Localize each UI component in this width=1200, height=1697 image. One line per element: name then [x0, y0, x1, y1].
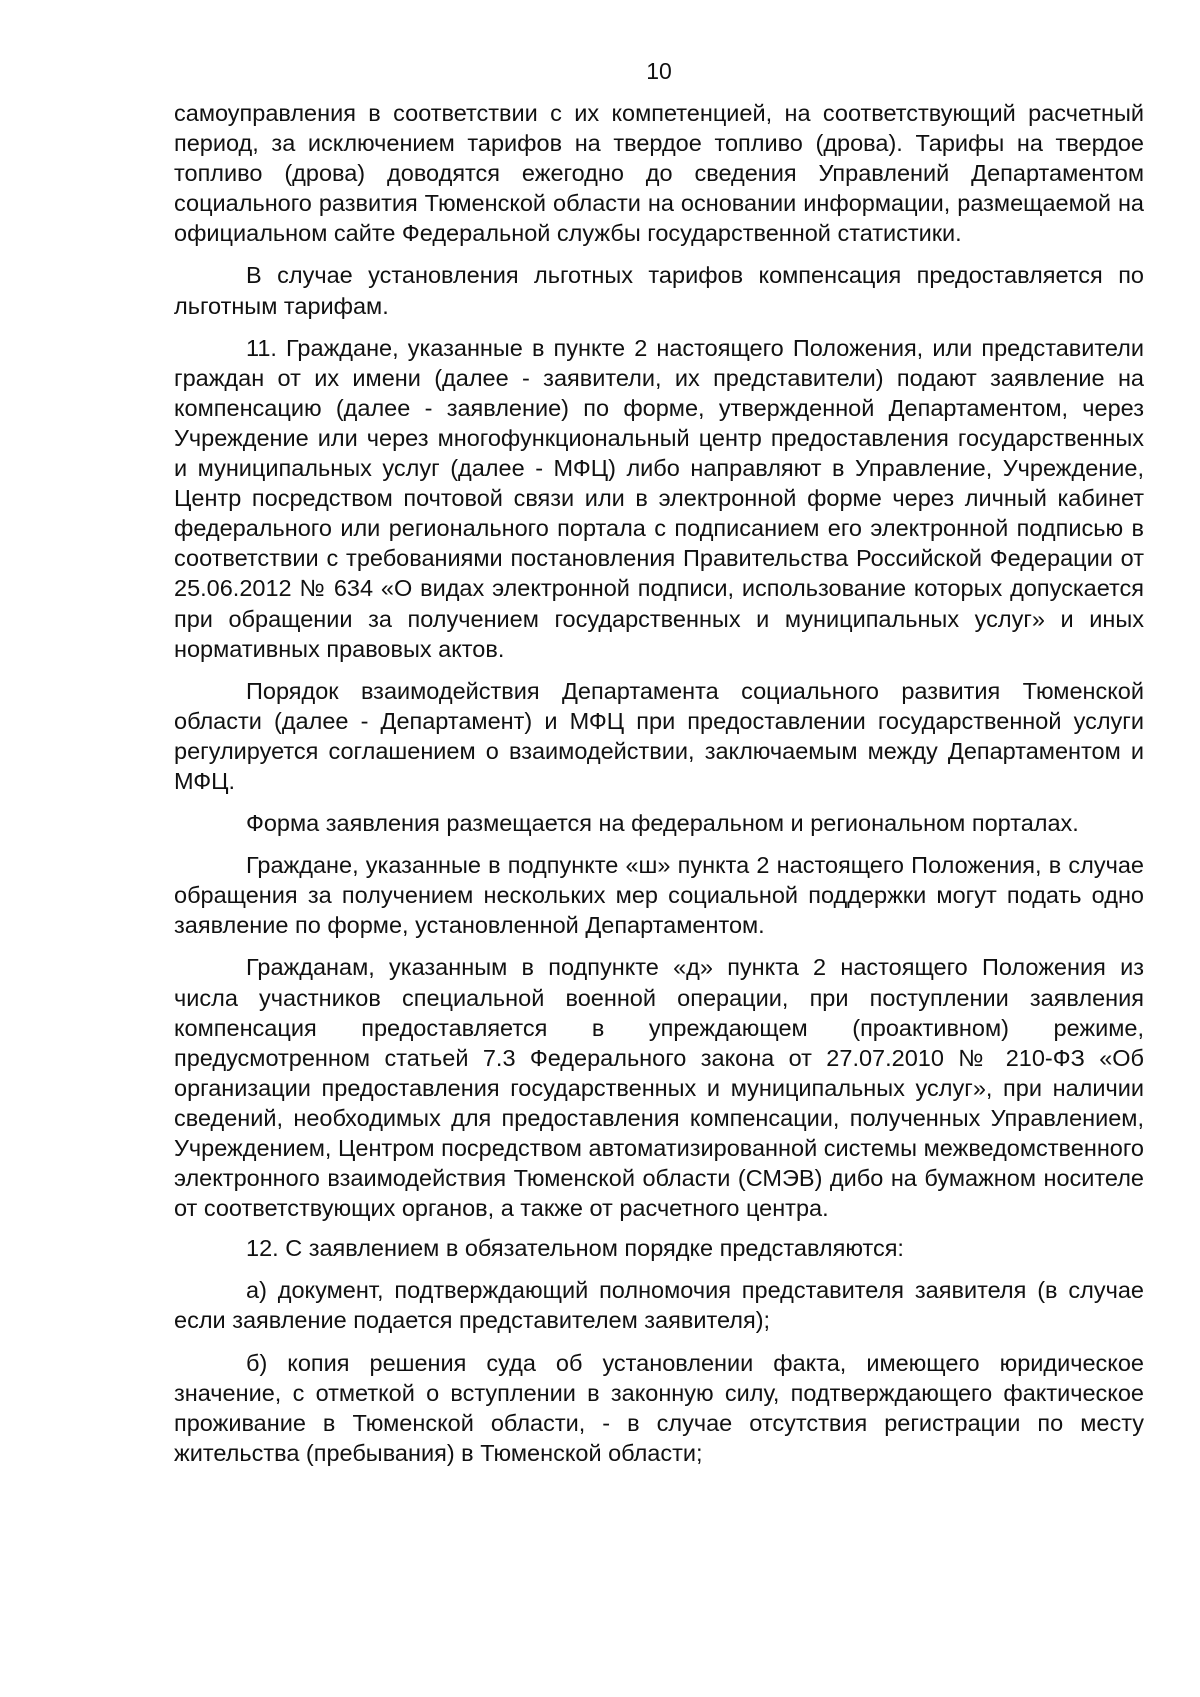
paragraph-10: б) копия решения суда об установлении факта, имеющего юридическое значение, с отметкой о вступлении в законную силу, подтверждающего фактическое проживание в Тюменской области, - в случае отсутствия регистрации по месту жительства (пребывания) в Тюменской области; — [174, 1349, 1144, 1466]
paragraph-3: 11. Граждане, указанные в пункте 2 настоящего Положения, или представители граждан от их имени (далее - заявители, их представители) подают заявление на компенсацию (далее - заявление) по форме, утвержденной Департаментом, через Учреждение или через многофункциональный центр предоставления государственных и муниципальных услуг (далее - МФЦ) либо направляют в Управление, Учреждение, Центр посредством почтовой связи или в электронной форме через личный кабинет федерального или регионального портала с подписанием его электронной подписью в соответствии с требованиями постановления Правительства Российской Федерации от 25.06.2012 № 634 «О видах электронной подписи, использование которых допускается при обращении за получением государственных и муниципальных услуг» и иных нормативных правовых актов. — [174, 334, 1144, 662]
document-page — [174, 56, 1144, 1468]
paragraph-5: Форма заявления размещается на федеральном и региональном порталах. — [246, 810, 1079, 837]
paragraph-8: 12. С заявлением в обязательном порядке представляются: — [246, 1235, 904, 1262]
paragraph-4: Порядок взаимодействия Департамента социального развития Тюменской области (далее - Департамент) и МФЦ при предоставлении государственной услуги регулируется соглашением о взаимодействии, заключаемым между Департаментом и МФЦ. — [174, 677, 1144, 794]
paragraph-2: В случае установления льготных тарифов компенсация предоставляется по льготным тарифам. — [174, 262, 1144, 319]
page-number: 10 — [646, 58, 672, 84]
paragraph-7: Гражданам, указанным в подпункте «д» пункта 2 настоящего Положения из числа участников специальной военной операции, при поступлении заявления компенсация предоставляется в упреждающем (проактивном) режиме, предусмотренном статьей 7.3 Федерального закона от 27.07.2010 № 210-ФЗ «Об организации предоставления государственных и муниципальных услуг», при наличии сведений, необходимых для предоставления компенсации, полученных Управлением, Учреждением, Центром посредством автоматизированной системы межведомственного электронного взаимодействия Тюменской области (СМЭВ) дибо на бумажном носителе от соответствующих органов, а также от расчетного центра. — [174, 954, 1144, 1222]
paragraph-6: Граждане, указанные в подпункте «ш» пункта 2 настоящего Положения, в случае обращения за получением нескольких мер социальной поддержки могут подать одно заявление по форме, установленной Департаментом. — [174, 852, 1144, 939]
paragraph-9: а) документ, подтверждающий полномочия представителя заявителя (в случае если заявление подается представителем заявителя); — [174, 1277, 1144, 1334]
paragraph-1: самоуправления в соответствии с их компетенцией, на соответствующий расчетный период, за исключением тарифов на твердое топливо (дрова). Тарифы на твердое топливо (дрова) доводятся ежегодно до сведения Управлений Департаментом социального развития Тюменской области на основании информации, размещаемой на официальном сайте Федеральной службы государственной статистики. — [174, 100, 1144, 247]
